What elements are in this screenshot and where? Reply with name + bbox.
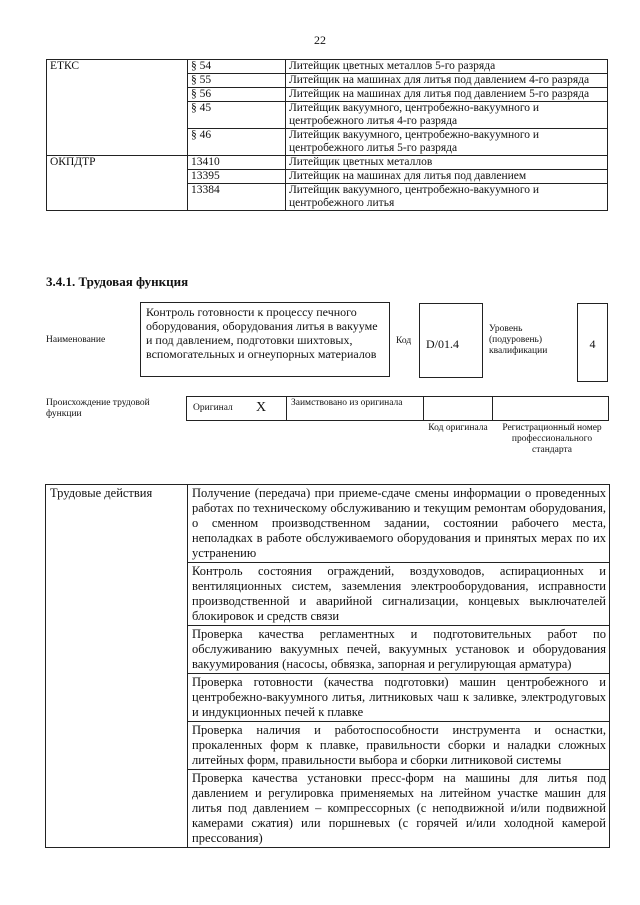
labor-action: Проверка качества регламентных и подготовительных работ по обслуживанию вакуумных печей, вакуумных установок и оборудования вакуумирования (насосы, обвязка, запорная и регулирующая арматура): [188, 626, 610, 674]
reference-group: [47, 102, 188, 129]
reference-code: § 54: [188, 60, 286, 74]
name-label: Наименование: [46, 335, 106, 345]
reference-code: § 46: [188, 129, 286, 156]
function-code: D/01.4: [426, 337, 459, 351]
reference-row: [47, 102, 608, 129]
reference-group: ОКПДТР: [47, 156, 188, 170]
level-label: Уровень (подуровень) квалификации: [489, 324, 548, 356]
reference-row: [47, 88, 608, 102]
reference-group: [47, 184, 188, 211]
reference-code: 13410: [188, 156, 286, 170]
reference-code: § 55: [188, 74, 286, 88]
reference-name: Литейщик цветных металлов: [286, 156, 608, 170]
reference-code: § 56: [188, 88, 286, 102]
reference-name: Литейщик на машинах для литья под давлением 4-го разряда: [286, 74, 608, 88]
reference-table: [46, 59, 608, 211]
reference-row: [47, 74, 608, 88]
reference-code: 13395: [188, 170, 286, 184]
reference-row: [47, 156, 608, 170]
labor-actions-table: [45, 484, 610, 848]
origin-label: Происхождение трудовой функции: [46, 398, 150, 419]
reference-name: Литейщик вакуумного, центробежно-вакуумного и центробежного литья: [286, 184, 608, 211]
function-name: Контроль готовности к процессу печного оборудования, оборудования литья в вакууме и под давлением, подготовки шихтовых, вспомогательных и огнеупорных материалов: [146, 305, 378, 361]
level-box: [577, 303, 608, 382]
level-value: 4: [589, 337, 596, 351]
code-label: Код: [396, 336, 412, 346]
origin-reg-cell: [492, 396, 609, 421]
reference-name: Литейщик вакуумного, центробежно-вакуумного и центробежного литья 5-го разряда: [286, 129, 608, 156]
labor-action: Контроль состояния ограждений, воздуховодов, аспирационных и вентиляционных систем, заземления электрооборудования, исправности производственной и аварийной сигнализации, концевых выключателей блокировок и средств связи: [188, 563, 610, 626]
reference-row: [47, 170, 608, 184]
function-name-box: [140, 302, 390, 377]
reference-group: [47, 129, 188, 156]
reference-row: [47, 60, 608, 74]
function-code-box: [419, 303, 483, 378]
page-number: 22: [314, 33, 326, 47]
origin-original-mark: X: [256, 400, 267, 415]
labor-action: Проверка качества установки пресс-форм на машины для литья под давлением и регулировка применяемых на литейном участке машин для литья под давлением – компрессорных (с неподвижной и/или подвижной камерами сжатия) или поршневых (с горячей и/или холодной камерой прессования): [188, 770, 610, 848]
labor-action: Проверка наличия и работоспособности инструмента и оснастки, прокаленных форм к плавке, правильности сборки и наладки сложных литейных форм, правильности выбора и сборки литниковой системы: [188, 722, 610, 770]
origin-original-cell: [186, 396, 287, 421]
origin-reg-caption: Регистрационный номер профессионального стандарта: [502, 423, 602, 455]
origin-borrowed-label: Заимствовано из оригинала: [291, 398, 403, 408]
origin-code-cell: [423, 396, 493, 421]
labor-actions-label: Трудовые действия: [46, 485, 188, 848]
reference-row: [47, 184, 608, 211]
reference-group: [47, 88, 188, 102]
reference-name: Литейщик вакуумного, центробежно-вакуумного и центробежного литья 4-го разряда: [286, 102, 608, 129]
reference-group: [47, 74, 188, 88]
reference-code: 13384: [188, 184, 286, 211]
reference-name: Литейщик цветных металлов 5-го разряда: [286, 60, 608, 74]
reference-name: Литейщик на машинах для литья под давлением 5-го разряда: [286, 88, 608, 102]
labor-action: Получение (передача) при приеме-сдаче смены информации о проведенных работах по техническому обслуживанию и текущим ремонтам оборудования, о сменном производственном задании, состоянии рабочего места, неполадках в работе обслуживаемого оборудования и принятых мерах по их устранению: [188, 485, 610, 563]
origin-borrowed-cell: [286, 396, 424, 421]
section-title: 3.4.1. Трудовая функция: [46, 274, 189, 289]
origin-original-label: Оригинал: [193, 403, 233, 413]
reference-group: [47, 170, 188, 184]
labor-action-row: [46, 485, 610, 563]
reference-code: § 45: [188, 102, 286, 129]
labor-action: Проверка готовности (качества подготовки) машин центробежного и центробежно-вакуумного литья, литниковых чаш к заливке, электродуговых и индукционных печей к плавке: [188, 674, 610, 722]
reference-row: [47, 129, 608, 156]
origin-code-caption: Код оригинала: [428, 423, 488, 433]
reference-group: ЕТКС: [47, 60, 188, 74]
reference-name: Литейщик на машинах для литья под давлением: [286, 170, 608, 184]
